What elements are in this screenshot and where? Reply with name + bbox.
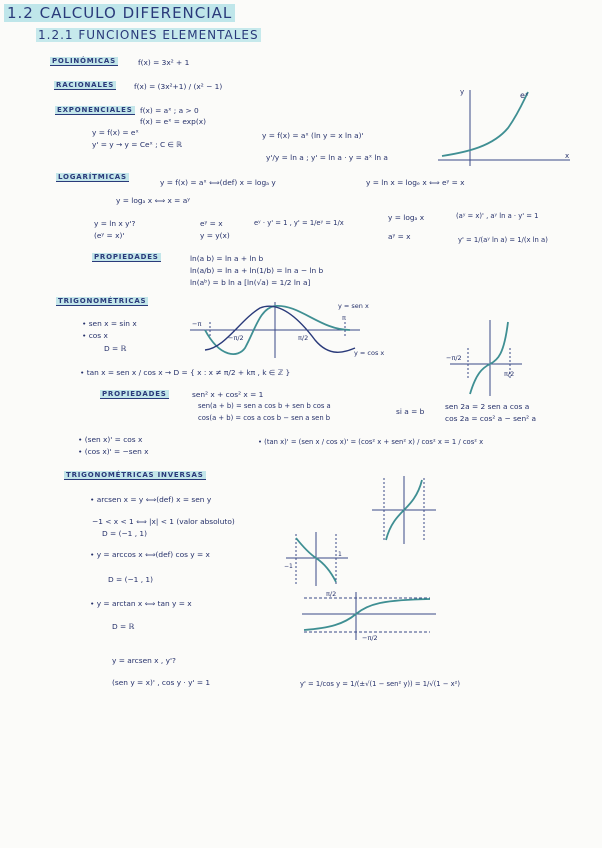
trig-derivative: • (sen x)' = cos x <box>78 435 143 444</box>
header-trigonometricas: TRIGONOMÉTRICAS <box>58 297 147 305</box>
trig-property: cos(a + b) = cos a cos b − sen a sen b <box>198 414 331 422</box>
tick-label: π/2 <box>504 370 515 378</box>
exp-line: f(x) = aˣ ; a > 0 <box>140 106 199 115</box>
trig-derivative: • (cos x)' = −sen x <box>78 447 149 456</box>
exp-curve <box>442 92 528 156</box>
log-line: y = logₐ x <box>388 213 425 222</box>
log-line: eʸ = x <box>200 219 223 228</box>
header-propiedades-trig: PROPIEDADES <box>102 390 167 398</box>
exp-line: y = f(x) = eˣ <box>92 128 139 137</box>
arctan-graph <box>300 590 440 642</box>
log-property: ln(a/b) = ln a + ln(1/b) = ln a − ln b <box>190 266 324 275</box>
inverse-line: D = (−1 , 1) <box>102 529 147 538</box>
cos-label: y = cos x <box>354 349 385 357</box>
section-subtitle: 1.2.1 FUNCIONES ELEMENTALES <box>38 28 259 42</box>
exp-line: y'/y = ln a ; y' = ln a · y = aˣ ln a <box>266 153 388 162</box>
tan-graph <box>446 318 526 398</box>
cos-curve <box>205 306 355 352</box>
inverse-line: y = arcsen x , y'? <box>112 656 176 665</box>
trig-line: • sen x = sin x <box>82 319 137 328</box>
tick-label: π/2 <box>298 334 309 342</box>
header-racionales: RACIONALES <box>56 81 115 89</box>
sen-label: y = sen x <box>338 302 369 310</box>
log-line: y = f(x) = aˣ ⟺(def) x = logₐ y <box>160 178 276 187</box>
log-line: (eʸ = x)' <box>94 231 125 240</box>
log-line: y' = 1/(aʸ ln a) = 1/(x ln a) <box>458 236 548 244</box>
log-line: eʸ · y' = 1 , y' = 1/eʸ = 1/x <box>254 219 344 227</box>
trig-property: sen 2a = 2 sen a cos a <box>445 402 530 411</box>
page-title: 1.2 CALCULO DIFERENCIAL <box>4 4 235 22</box>
log-line: y = logₐ x ⟺ x = aʸ <box>116 196 190 205</box>
tick-label: π/2 <box>326 590 337 598</box>
log-line: y = y(x) <box>200 231 230 240</box>
sin-cos-graph <box>190 300 405 360</box>
inverse-line: −1 < x < 1 ⟺ |x| < 1 (valor absoluto) <box>92 517 235 526</box>
tan-curve <box>470 322 508 394</box>
inverse-line: • y = arccos x ⟺(def) cos y = x <box>90 550 210 559</box>
rational-expression: f(x) = (3x²+1) / (x² − 1) <box>134 82 223 91</box>
exp-curve-label: eˣ <box>520 91 529 100</box>
tick-label: −π <box>192 320 202 328</box>
log-line: y = ln x = logₑ x ⟺ eʸ = x <box>366 178 465 187</box>
exp-line: y = f(x) = aˣ (ln y = x ln a)' <box>262 131 364 140</box>
log-property: ln(aᵇ) = b ln a [ln(√a) = 1/2 ln a] <box>190 278 311 287</box>
axis-x-label: x <box>565 152 570 160</box>
header-polinomicas: POLINÓMICAS <box>52 57 116 65</box>
trig-derivative: • (tan x)' = (sen x / cos x)' = (cos² x + sen² x) / cos² x = 1 / cos² x <box>258 438 484 446</box>
tick-label: −π/2 <box>446 354 462 362</box>
trig-line: • cos x <box>82 331 108 340</box>
header-trig-inversas: TRIGONOMÉTRICAS INVERSAS <box>66 471 204 479</box>
header-exponenciales: EXPONENCIALES <box>57 106 133 114</box>
arccos-graph <box>284 530 350 588</box>
exp-line: f(x) = eˣ = exp(x) <box>140 117 206 126</box>
log-line: aʸ = x <box>388 232 411 241</box>
inverse-line: D = ℝ <box>112 622 135 631</box>
poly-expression: f(x) = 3x² + 1 <box>138 58 190 67</box>
trig-property: cos 2a = cos² a − sen² a <box>445 414 536 423</box>
tick-label: −π/2 <box>362 634 378 642</box>
exp-line: y' = y → y = Ceˣ ; C ∈ ℝ <box>92 140 183 149</box>
arcsen-graph <box>370 474 440 546</box>
header-logaritmicas: LOGARÍTMICAS <box>58 173 127 181</box>
trig-property: sen² x + cos² x = 1 <box>192 390 264 399</box>
inverse-line: • arcsen x = y ⟺(def) x = sen y <box>90 495 212 504</box>
inverse-line: • y = arctan x ⟺ tan y = x <box>90 599 192 608</box>
tick-label: −1 <box>284 563 293 570</box>
axis-y-label: y <box>460 88 465 96</box>
inverse-line: y' = 1/cos y = 1/(±√(1 − sen² y)) = 1/√(1 − x²) <box>300 680 461 688</box>
tick-label: −π/2 <box>228 334 244 342</box>
tick-label: 1 <box>338 551 342 558</box>
header-propiedades-log: PROPIEDADES <box>94 253 159 261</box>
log-line: (aʸ = x)' , aʸ ln a · y' = 1 <box>456 212 539 220</box>
exponential-graph <box>438 88 573 168</box>
trig-property: si a = b <box>396 407 425 416</box>
inverse-line: D = (−1 , 1) <box>108 575 153 584</box>
tick-label: π <box>342 314 346 322</box>
trig-line: D = ℝ <box>104 344 127 353</box>
log-line: y = ln x y'? <box>94 219 136 228</box>
log-property: ln(a b) = ln a + ln b <box>190 254 264 263</box>
trig-property: sen(a + b) = sen a cos b + sen b cos a <box>198 402 331 410</box>
trig-line: • tan x = sen x / cos x → D = { x : x ≠ π/2 + kπ , k ∈ ℤ } <box>80 368 291 377</box>
inverse-line: (sen y = x)' , cos y · y' = 1 <box>112 678 211 687</box>
